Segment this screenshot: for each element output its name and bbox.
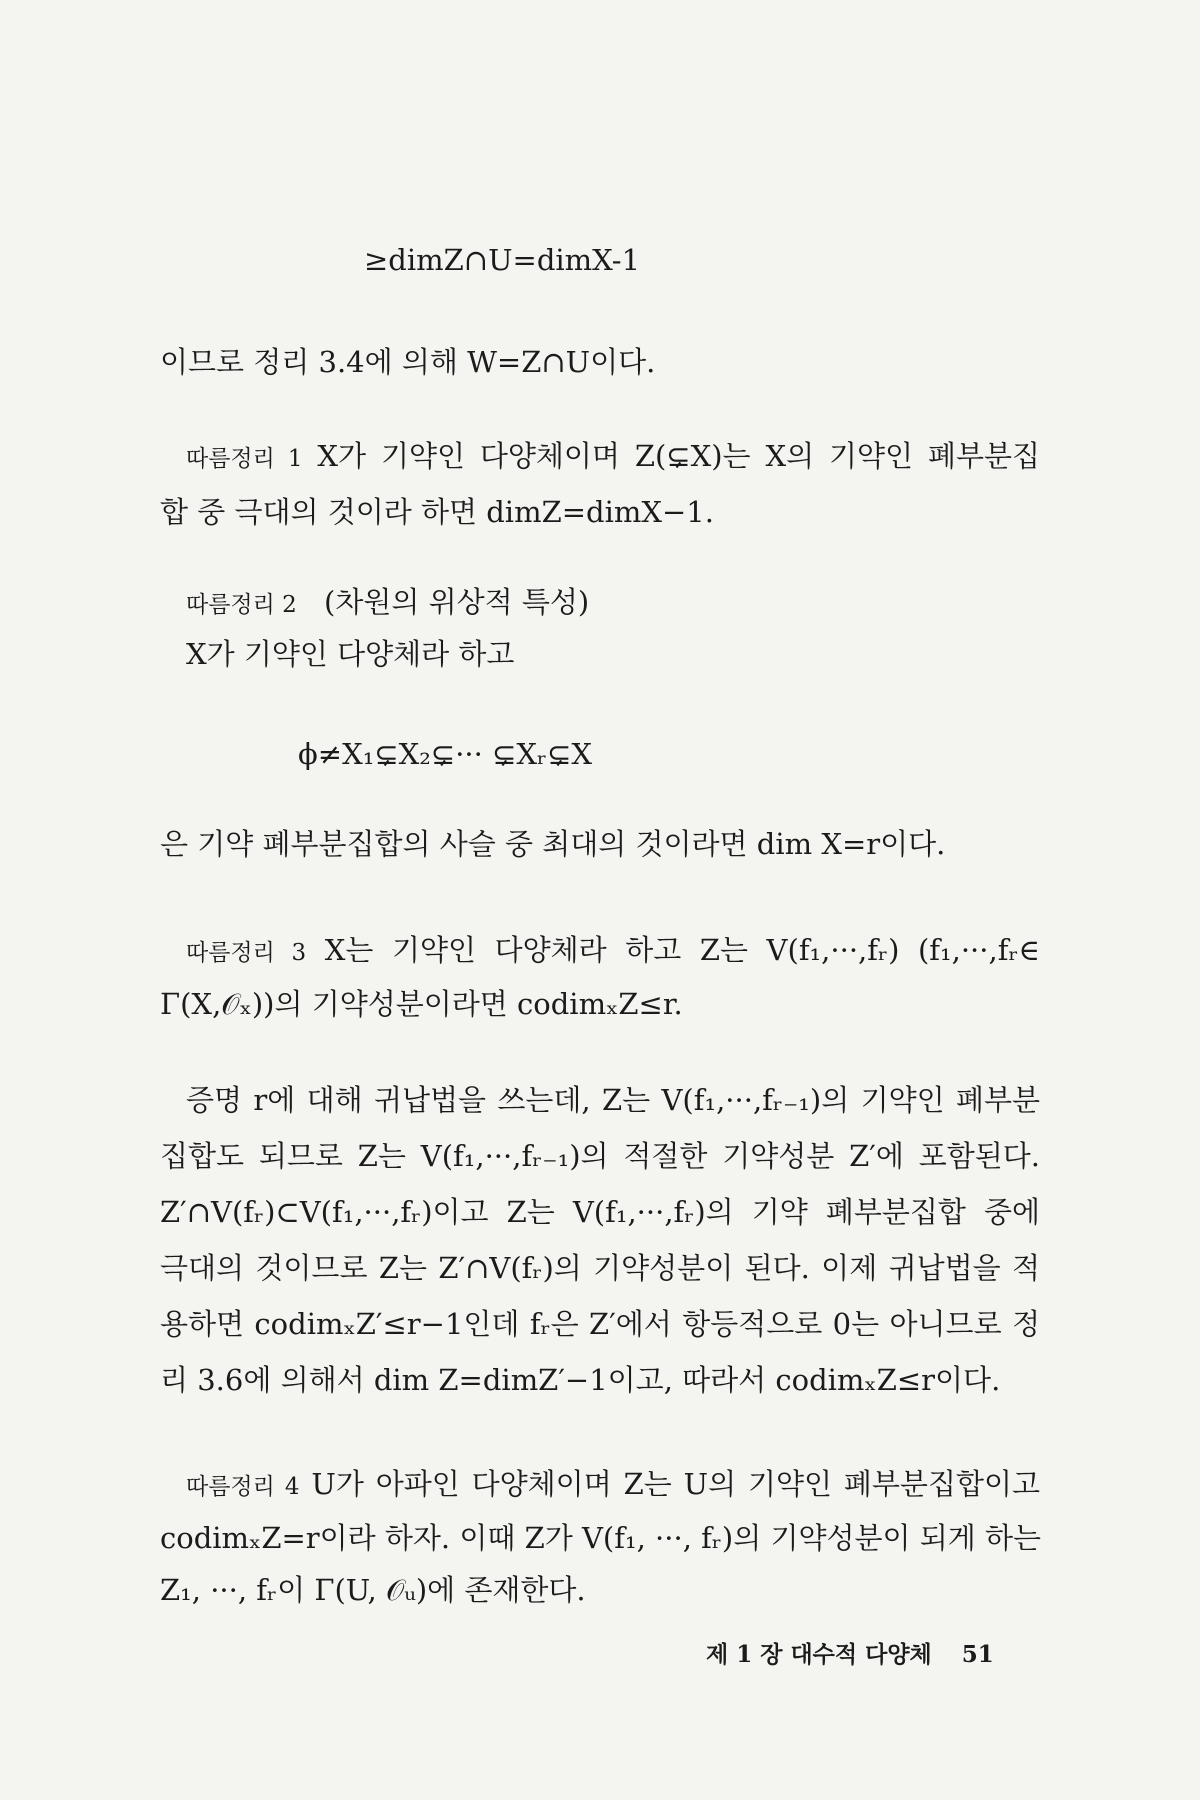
- corollary-4-label: 따름정리 4: [186, 1474, 300, 1500]
- page-footer: [706, 1640, 994, 1670]
- corollary-3-line-2: Γ(X,𝒪ₓ))의 기약성분이라면 codimₓZ≤r.: [160, 987, 683, 1021]
- corollary-2-heading: [186, 582, 1066, 625]
- corollary-2-line-1: X가 기약인 다양체라 하고: [186, 637, 515, 671]
- proof-line-1: 증명 r에 대해 귀납법을 쓰는데, Z는 V(f₁,···,fᵣ₋₁)의 기약인 폐부분: [186, 1083, 1040, 1117]
- proof-line-6: 리 3.6에 의해서 dim Z=dimZ′−1이고, 따라서 codimₓZ≤r이다.: [160, 1363, 1001, 1397]
- corollary-1-line-2: 합 중 극대의 것이라 하면 dimZ=dimX−1.: [160, 495, 714, 529]
- proof-line-5: 용하면 codimₓZ′≤r−1인데 fᵣ은 Z′에서 항등적으로 0는 아니므로 정: [160, 1307, 1040, 1341]
- paragraph-conclusion: 이므로 정리 3.4에 의해 W=Z∩U이다.: [160, 345, 656, 379]
- corollary-4-line-1: 따름정리 4 U가 아파인 다양체이며 Z는 U의 기약인 폐부분집합이고: [186, 1467, 1040, 1501]
- proof-line-4: 극대의 것이므로 Z는 Z′∩V(fᵣ)의 기약성분이 된다. 이제 귀납법을 적: [160, 1251, 1040, 1285]
- page-number: 51: [961, 1641, 994, 1668]
- corollary-1-label: 따름정리 1: [186, 446, 303, 472]
- corollary-2-line-2: 은 기약 폐부분집합의 사슬 중 최대의 것이라면 dim X=r이다.: [160, 827, 946, 861]
- corollary-3-label: 따름정리 3: [186, 940, 307, 966]
- proof-line-2: 집합도 되므로 Z는 V(f₁,···,fᵣ₋₁)의 적절한 기약성분 Z′에 포함된다.: [160, 1139, 1040, 1173]
- corollary-3-line-1: 따름정리 3 X는 기약인 다양체라 하고 Z는 V(f₁,···,fᵣ) (f₁,···,fᵣ∈: [186, 933, 1040, 967]
- proof-line-3: Z′∩V(fᵣ)⊂V(f₁,···,fᵣ)이고 Z는 V(f₁,···,fᵣ)의 기약 폐부분집합 중에: [160, 1195, 1040, 1229]
- corollary-4-line-3: Z₁, ···, fᵣ이 Γ(U, 𝒪ᵤ)에 존재한다.: [160, 1573, 586, 1607]
- chapter-title: 제 1 장 대수적 다양체: [706, 1641, 932, 1668]
- corollary-1-line-1: 따름정리 1 X가 기약인 다양체이며 Z(⊊X)는 X의 기약인 폐부분집: [186, 439, 1040, 473]
- corollary-2-title: (차원의 위상적 특성): [324, 585, 590, 619]
- corollary-4-line-2: codimₓZ=r이라 하자. 이때 Z가 V(f₁, ···, fᵣ)의 기약성분이 되게 하는: [160, 1521, 1042, 1555]
- corollary-2-label: 따름정리 2: [186, 592, 297, 618]
- corollary-2-chain-equation: ϕ≠X₁⊊X₂⊊··· ⊊Xᵣ⊊X: [298, 737, 593, 771]
- equation-dim: ≥dimZ∩U=dimX-1: [364, 243, 641, 277]
